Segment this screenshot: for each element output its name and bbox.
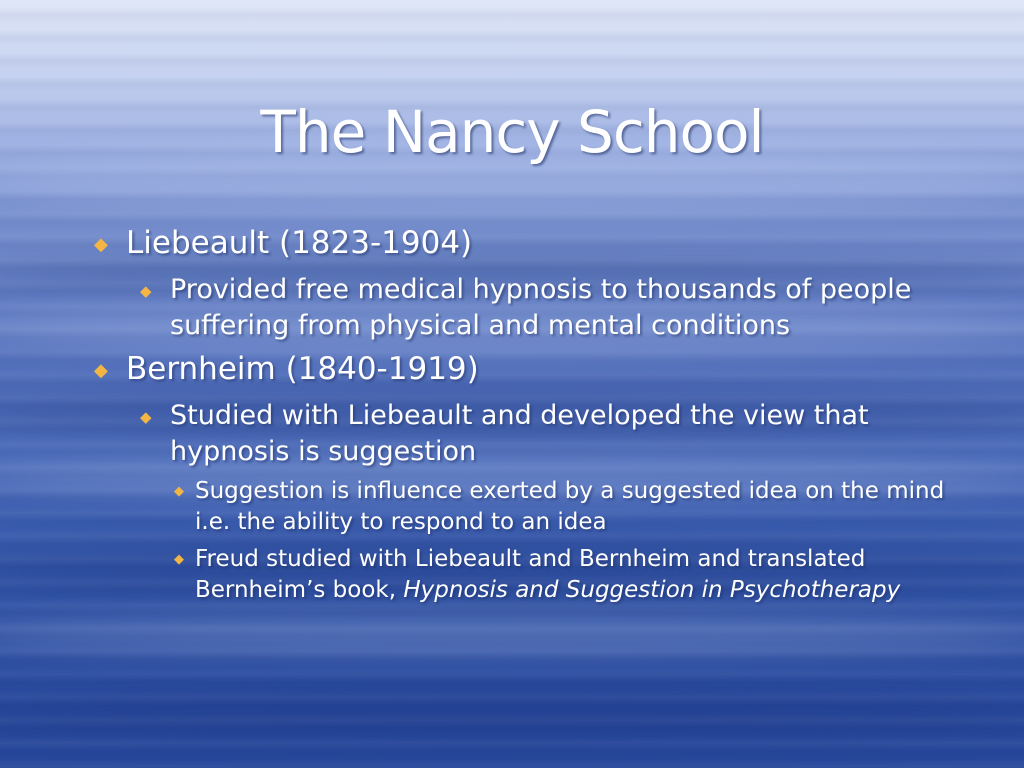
diamond-bullet-icon: ◆	[174, 484, 184, 499]
list-item-text: Provided free medical hypnosis to thousands of people suffering from physical and mental conditions	[170, 274, 912, 341]
background-wave	[0, 690, 1024, 740]
list-item	[170, 476, 950, 538]
book-title: Hypnosis and Suggestion in Psychotherapy	[403, 577, 901, 603]
diamond-bullet-icon: ◆	[140, 408, 152, 426]
list-item-text: Liebeault (1823-1904)	[126, 225, 473, 261]
diamond-bullet-icon: ◆	[174, 552, 184, 567]
list-item-text: Bernheim (1840-1919)	[126, 351, 479, 387]
list-item	[90, 350, 950, 388]
slide-title: The Nancy School	[260, 98, 764, 166]
list-item	[170, 544, 950, 606]
list-item-text: Studied with Liebeault and developed the view that hypnosis is suggestion	[170, 400, 869, 467]
diamond-bullet-icon: ◆	[94, 360, 108, 381]
list-item	[136, 398, 950, 470]
diamond-bullet-icon: ◆	[140, 282, 152, 300]
list-item	[136, 272, 950, 344]
slide-content	[90, 224, 950, 612]
list-item-text: Suggestion is influence exerted by a suggested idea on the mind i.e. the ability to respond to an idea	[195, 478, 945, 535]
bullet-list	[90, 224, 950, 606]
background-wave	[0, 615, 1024, 655]
list-item	[90, 224, 950, 262]
list-item-text: Freud studied with Liebeault and Bernheim and translated Bernheim’s book,	[195, 546, 866, 603]
diamond-bullet-icon: ◆	[94, 234, 108, 255]
